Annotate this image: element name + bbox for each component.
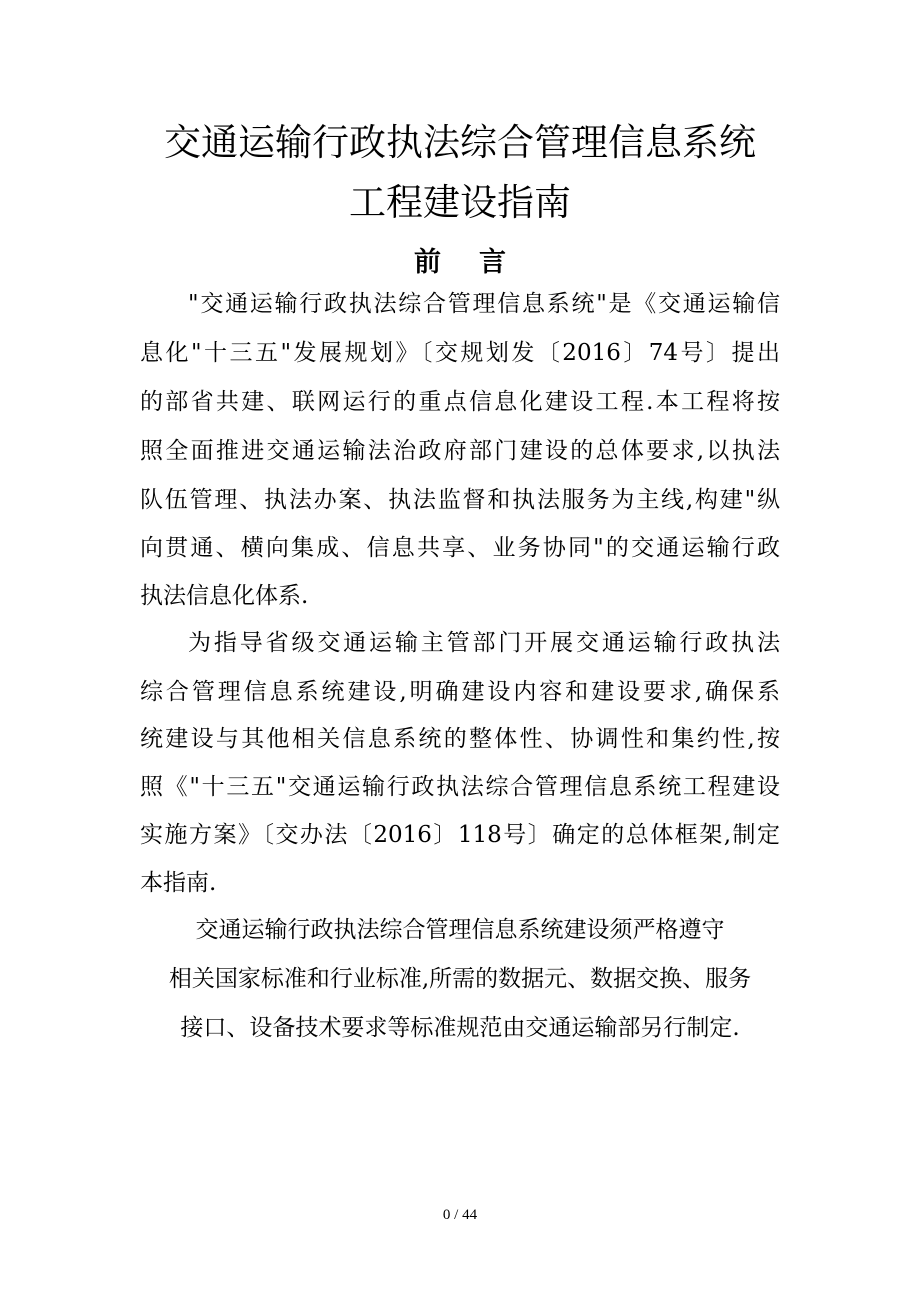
paragraph-line: 向贯通、横向集成、信息共享、业务协同"的交通运输行政 [140,535,780,561]
paragraph-line: 的部省共建、联网运行的重点信息化建设工程.本工程将按 [140,389,780,415]
page-number: 0 / 44 [442,1207,478,1223]
paragraph-line: 交通运输行政执法综合管理信息系统建设须严格遵守 [195,917,725,943]
paragraph-line: 照全面推进交通运输法治政府部门建设的总体要求,以执法 [140,438,780,464]
paragraph-line: 本指南. [140,870,217,896]
paragraph-line: 统建设与其他相关信息系统的整体性、协调性和集约性,按 [140,726,780,752]
paragraph-line: 综合管理信息系统建设,明确建设内容和建设要求,确保系 [140,679,780,705]
paragraph-line: 接口、设备技术要求等标准规范由交通运输部另行制定. [180,1015,740,1041]
section-heading-preface: 前言 [414,247,544,278]
paragraph-line: 相关国家标准和行业标准,所需的数据元、数据交换、服务 [168,966,752,992]
paragraph-line: 照《"十三五"交通运输行政执法综合管理信息系统工程建设 [140,774,780,800]
document-title-line-1: 交通运输行政执法综合管理信息系统 [164,121,756,164]
paragraph-line: 执法信息化体系. [140,583,309,609]
paragraph-line: 实施方案》〔交办法〔2016〕118号〕确定的总体框架,制定 [140,822,780,848]
document-title-line-2: 工程建设指南 [349,181,571,224]
paragraph-line: 息化"十三五"发展规划》〔交规划发〔2016〕74号〕提出 [140,340,780,366]
paragraph-line: "交通运输行政执法综合管理信息系统"是《交通运输信 [188,291,780,317]
paragraph-line: 为指导省级交通运输主管部门开展交通运输行政执法 [188,630,780,656]
paragraph-line: 队伍管理、执法办案、执法监督和执法服务为主线,构建"纵 [140,487,780,513]
